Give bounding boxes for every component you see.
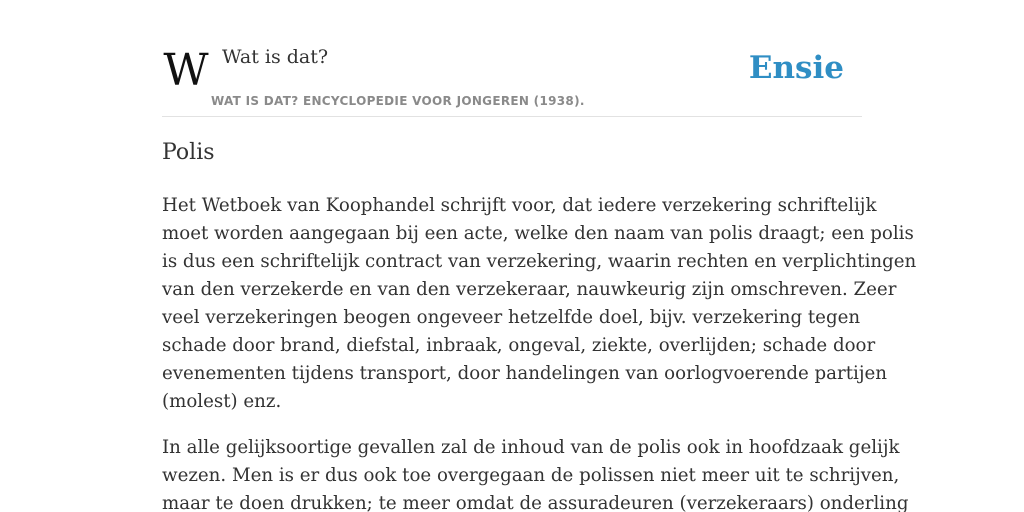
header [162,0,862,117]
text-line: van den verzekerde en van den verzekeraar, nauwkeurig zijn omschreven. Zeer [162,279,897,300]
text-line: wezen. Men is er dus ook toe overgegaan de polissen niet meer uit te schrijven, [162,465,900,486]
text-line: maar te doen drukken; te meer omdat de assuradeuren (verzekeraars) onderling [162,493,909,512]
source-subtitle: WAT IS DAT? ENCYCLOPEDIE VOOR JONGEREN (1938). [211,94,585,108]
page [162,0,917,512]
text-line: Het Wetboek van Koophandel schrijft voor, dat iedere verzekering schriftelijk [162,195,877,216]
text-line: evenementen tijdens transport, door handelingen van oorlogvoerende partijen [162,363,887,384]
text-line: moet worden aangegaan bij een acte, welke den naam van polis draagt; een polis [162,223,914,244]
text-line: veel verzekeringen beogen ongeveer hetzelfde doel, bijv. verzekering tegen [162,307,861,328]
text-line: (molest) enz. [162,391,282,412]
article-body [162,192,917,512]
site-title[interactable]: Wat is dat? [222,46,329,68]
paragraph [162,434,909,512]
page-title: Polis [162,140,215,165]
text-line: In alle gelijksoortige gevallen zal de inhoud van de polis ook in hoofdzaak gelijk [162,437,900,458]
wikipedia-w-icon[interactable] [162,51,210,91]
text-line: schade door brand, diefstal, inbraak, ongeval, ziekte, overlijden; schade door [162,335,876,356]
brand-logo[interactable]: Ensie [748,50,844,86]
text-line: is dus een schriftelijk contract van verzekering, waarin rechten en verplichtingen [162,251,917,272]
paragraph [162,192,917,416]
svg-text:W: W [163,51,209,91]
